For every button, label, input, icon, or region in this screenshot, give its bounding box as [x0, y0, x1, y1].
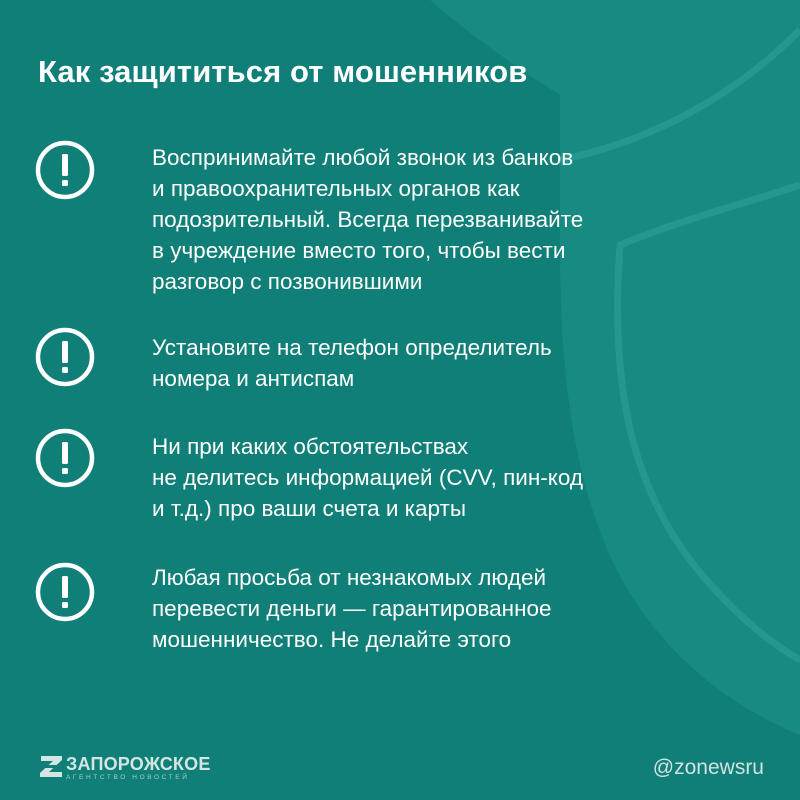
brand-wordmark [66, 754, 211, 782]
exclamation-circle-icon [35, 327, 95, 387]
tip-text: Воспринимайте любой звонок из банков и правоохранительных органов как подозрительный. Всегда перезванивайте в учреждение вместо того, чтобы вести разговор с позвонившими [152, 145, 584, 294]
exclamation-circle-icon [35, 428, 95, 488]
brand-logo [38, 752, 211, 784]
tip-text: Установите на телефон определитель номера и антиспам [152, 335, 552, 391]
brand-name: ЗАПОРОЖСКОЕ [66, 754, 211, 774]
brand-tagline: АГЕНТСТВО НОВОСТЕЙ [66, 774, 190, 781]
social-handle: @zonewsru [652, 756, 764, 779]
tip-text: Ни при каких обстоятельствах не делитесь информацией (CVV, пин-код и т.д.) про ваши счета и карты [152, 434, 583, 521]
tip-text: Любая просьба от незнакомых людей перевести деньги — гарантированное мошенничество. Не делайте этого [152, 565, 552, 652]
exclamation-circle-icon [35, 140, 95, 200]
z-logo-icon [38, 752, 64, 780]
page-title: Как защититься от мошенников [38, 54, 528, 89]
exclamation-circle-icon [35, 562, 95, 622]
